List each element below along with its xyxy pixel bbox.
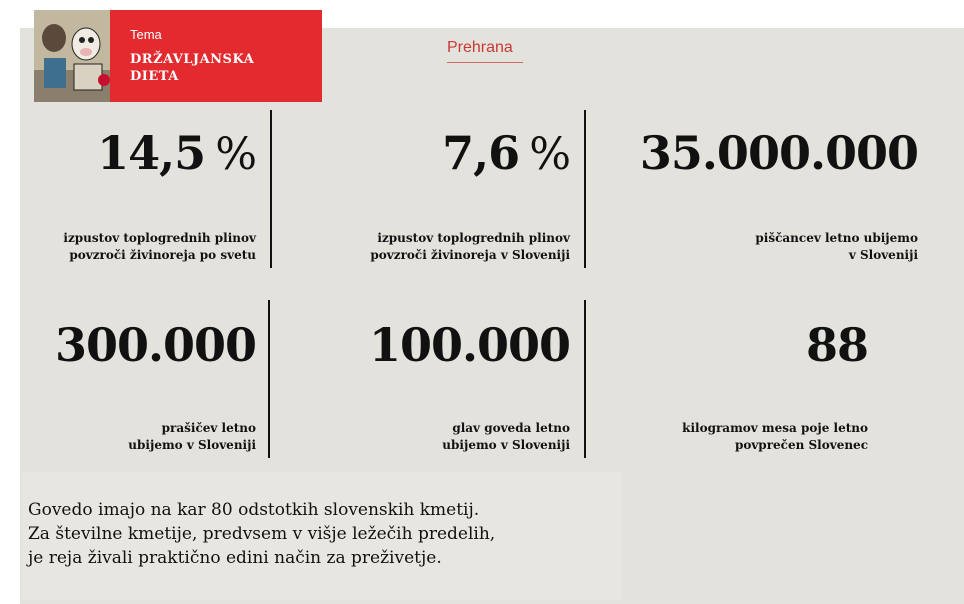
badge-label: Tema (130, 27, 162, 42)
stat-number: 300.000 (54, 318, 256, 372)
stat-caption: prašičev letno ubijemo v Sloveniji (128, 421, 256, 452)
footer-line: Govedo imajo na kar 80 odstotkih slovenskih kmetij. (28, 500, 480, 520)
badge-title (130, 51, 254, 85)
divider (584, 110, 586, 268)
stat-caption: izpustov toplogrednih plinov povzroči živinoreja v Sloveniji (370, 231, 570, 262)
topic-badge[interactable] (34, 10, 322, 102)
divider (270, 110, 272, 268)
stat-caption: kilogramov mesa poje letno povprečen Slovenec (682, 421, 868, 452)
stat-caption: piščancev letno ubijemo v Sloveniji (755, 231, 918, 262)
footer-line: Za številne kmetije, predvsem v višje ležečih predelih, (28, 524, 496, 544)
stat-card (340, 318, 570, 462)
stat-caption: izpustov toplogrednih plinov povzroči živinoreja po svetu (63, 231, 256, 262)
divider (584, 300, 586, 458)
footer-note (22, 472, 622, 600)
stat-card (40, 318, 256, 462)
stat-number: 100.000 (368, 318, 570, 372)
footer-text (28, 498, 495, 570)
topic-illustration (34, 10, 110, 102)
stat-card (606, 126, 918, 270)
stat-card (340, 126, 570, 270)
stat-number: 88 (805, 318, 868, 372)
percent-sign: % (215, 129, 256, 180)
section-label[interactable]: Prehrana (447, 39, 523, 63)
stat-card (40, 126, 256, 270)
badge-title-line: DIETA (130, 69, 179, 84)
stat-card (640, 318, 868, 462)
divider (268, 300, 270, 458)
footer-line: je reja živali praktično edini način za preživetje. (28, 548, 442, 568)
badge-title-line: DRŽAVLJANSKA (130, 52, 255, 67)
stat-number: 7,6 % (442, 126, 570, 180)
stat-number: 14,5 % (97, 126, 256, 180)
percent-sign: % (529, 129, 570, 180)
badge-text (110, 10, 254, 102)
stat-caption: glav goveda letno ubijemo v Sloveniji (442, 421, 570, 452)
stat-number: 35.000.000 (639, 126, 918, 180)
